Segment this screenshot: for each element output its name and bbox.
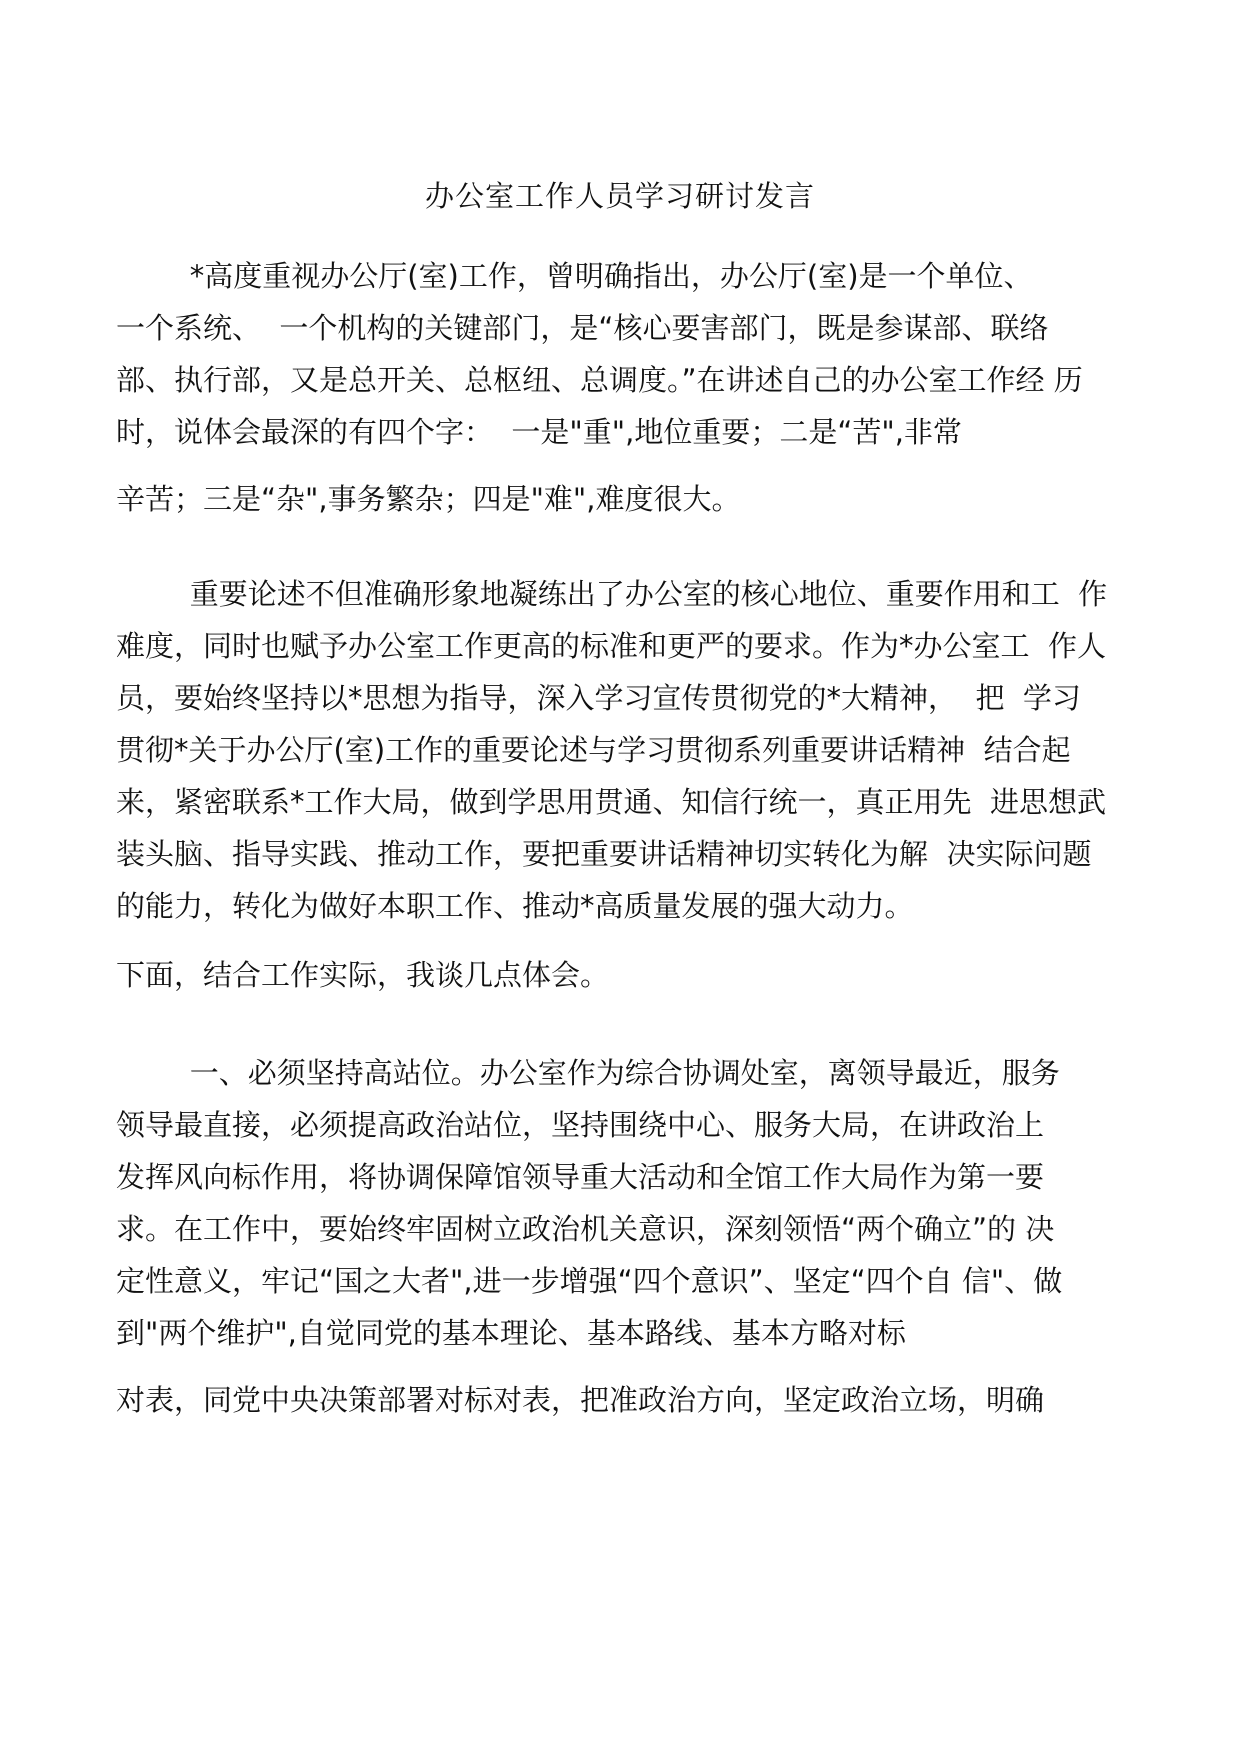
paragraph-line: 领导最直接，必须提高政治站位，坚持围绕中心、服务大局，在讲政治上 [116,1108,1045,1142]
paragraph-line: 员，要始终坚持以*思想为指导，深入学习宣传贯彻党的*大精神， 把 学习 [116,681,1081,715]
paragraph-line: 一个系统、 一个机构的关键部门，是“核心要害部门，既是参谋部、联络 [116,311,1049,345]
paragraph-line: 贯彻*关于办公厅(室)工作的重要论述与学习贯彻系列重要讲话精神 结合起 [116,733,1071,767]
paragraph-line: 发挥风向标作用，将协调保障馆领导重大活动和全馆工作大局作为第一要 [116,1160,1045,1194]
paragraph-line: 难度，同时也赋予办公室工作更高的标准和更严的要求。作为*办公室工 作人 [116,629,1106,663]
paragraph-line: 下面，结合工作实际，我谈几点体会。 [116,958,610,992]
paragraph-line: 的能力，转化为做好本职工作、推动*高质量发展的强大动力。 [116,889,914,923]
paragraph-line: 部、执行部，又是总开关、总枢纽、总调度。”在讲述自己的办公室工作经 历 [116,363,1083,397]
paragraph-line: 对表，同党中央决策部署对标对表，把准政治方向，坚定政治立场，明确 [116,1383,1045,1417]
paragraph-line: *高度重视办公厅(室)工作，曾明确指出，办公厅(室)是一个单位、 [116,259,1033,293]
paragraph-line: 辛苦；三是“杂",事务繁杂；四是"难",难度很大。 [116,482,741,516]
paragraph-line: 求。在工作中，要始终牢固树立政治机关意识，深刻领悟“两个确立”的 决 [116,1212,1055,1246]
paragraph-line: 一、必须坚持高站位。办公室作为综合协调处室，离领导最近，服务 [116,1056,1060,1090]
paragraph-line: 来，紧密联系*工作大局，做到学思用贯通、知信行统一，真正用先 进思想武 [116,785,1106,819]
paragraph-line: 时，说体会最深的有四个字： 一是"重",地位重要；二是“苦",非常 [116,415,962,449]
paragraph-line: 装头脑、指导实践、推动工作，要把重要讲话精神切实转化为解 决实际问题 [116,837,1092,871]
paragraph-line: 到"两个维护",自觉同党的基本理论、基本路线、基本方略对标 [116,1316,906,1350]
paragraph-line: 重要论述不但准确形象地凝练出了办公室的核心地位、重要作用和工 作 [116,577,1108,611]
document-title: 办公室工作人员学习研讨发言 [424,179,815,213]
paragraph-line: 定性意义，牢记“国之大者",进一步增强“四个意识”、坚定“四个自 信"、做 [116,1264,1063,1298]
